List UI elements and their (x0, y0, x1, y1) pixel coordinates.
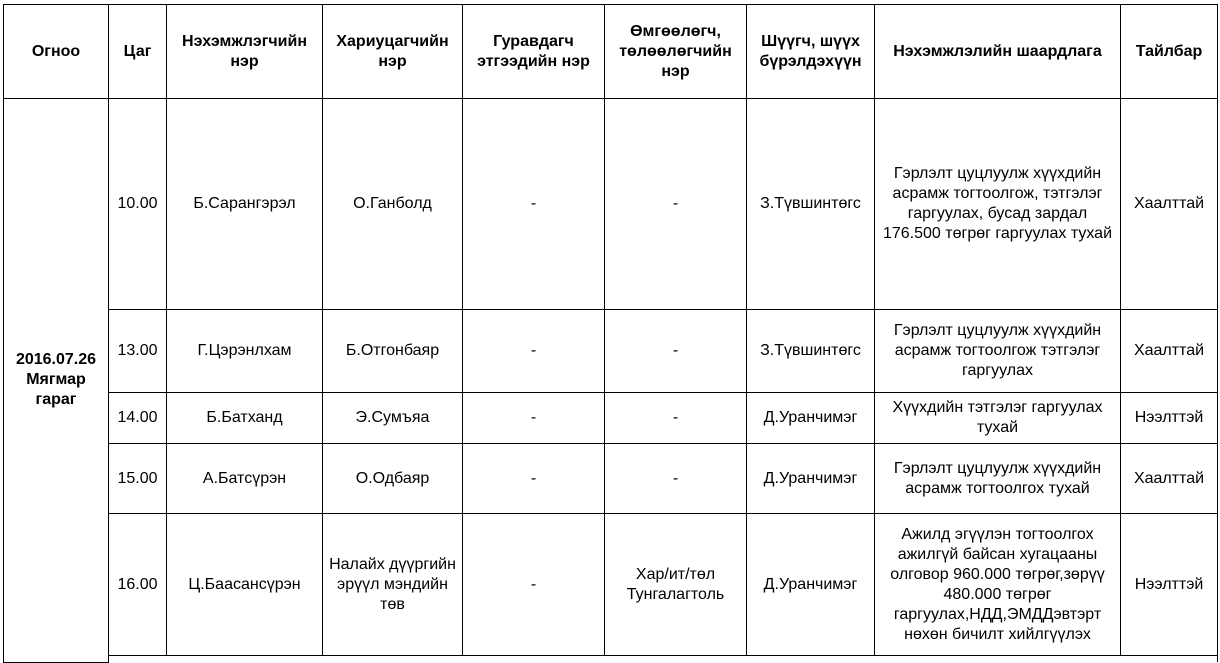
time-cell: 13.00 (109, 310, 167, 393)
claim-cell: Гэрлэлт цуцлуулж хүүхдийн асрамж тогтоолгож тэтгэлэг гаргуулах (875, 310, 1121, 393)
judge-cell: Д.Уранчимэг (747, 393, 875, 444)
plaintiff-cell: Ц.Баасансүрэн (167, 514, 323, 656)
third-party-cell: - (463, 444, 605, 514)
time-cell: 15.00 (109, 444, 167, 514)
table-row (4, 514, 1218, 656)
note-cell: Нээлттэй (1121, 393, 1218, 444)
table-row (4, 99, 1218, 310)
header-time: Цаг (109, 5, 167, 99)
note-cell: Нээлттэй (1121, 514, 1218, 656)
time-cell: 10.00 (109, 99, 167, 310)
lawyer-cell: - (605, 310, 747, 393)
judge-cell: З.Түвшинтөгс (747, 310, 875, 393)
table-row (4, 310, 1218, 393)
claim-cell: Гэрлэлт цуцлуулж хүүхдийн асрамж тогтоолгож, тэтгэлэг гаргуулах, бусад зардал 176.500 төгрөг гаргуулах тухай (875, 99, 1121, 310)
lawyer-cell: - (605, 444, 747, 514)
lawyer-cell: - (605, 99, 747, 310)
header-row (4, 5, 1218, 99)
third-party-cell: - (463, 393, 605, 444)
defendant-cell: О.Одбаяр (323, 444, 463, 514)
table-row (4, 444, 1218, 514)
header-defendant: Хариуцагчийн нэр (323, 5, 463, 99)
third-party-cell: - (463, 514, 605, 656)
note-cell: Хаалттай (1121, 444, 1218, 514)
judge-cell: З.Түвшинтөгс (747, 99, 875, 310)
date-cell: 2016.07.26 Мягмар гараг (4, 99, 109, 663)
table-row (4, 393, 1218, 444)
header-claim: Нэхэмжлэлийн шаардлага (875, 5, 1121, 99)
lawyer-cell: Хар/ит/төл Тунгалагтоль (605, 514, 747, 656)
lawyer-cell: - (605, 393, 747, 444)
table-row-empty (4, 656, 1218, 663)
header-judge: Шүүгч, шүүх бүрэлдэхүүн (747, 5, 875, 99)
plaintiff-cell: А.Батсүрэн (167, 444, 323, 514)
plaintiff-cell: Б.Батханд (167, 393, 323, 444)
claim-cell: Хүүхдийн тэтгэлэг гаргуулах тухай (875, 393, 1121, 444)
defendant-cell: Налайх дүүргийн эрүүл мэндийн төв (323, 514, 463, 656)
header-note: Тайлбар (1121, 5, 1218, 99)
defendant-cell: Э.Сумъяа (323, 393, 463, 444)
court-schedule-table (3, 4, 1218, 663)
time-cell: 14.00 (109, 393, 167, 444)
defendant-cell: Б.Отгонбаяр (323, 310, 463, 393)
empty-cell (109, 656, 1218, 663)
header-lawyer: Өмгөөлөгч, төлөөлөгчийн нэр (605, 5, 747, 99)
note-cell: Хаалттай (1121, 310, 1218, 393)
defendant-cell: О.Ганболд (323, 99, 463, 310)
third-party-cell: - (463, 99, 605, 310)
header-plaintiff: Нэхэмжлэгчийн нэр (167, 5, 323, 99)
plaintiff-cell: Б.Сарангэрэл (167, 99, 323, 310)
claim-cell: Ажилд эгүүлэн тогтоолгох ажилгүй байсан хугацааны олговор 960.000 төгрөг,зөрүү 480.000 төгрөг гаргуулах,НДД,ЭМДДэвтэрт нөхөн бичилт хийлгүүлэх (875, 514, 1121, 656)
judge-cell: Д.Уранчимэг (747, 444, 875, 514)
note-cell: Хаалттай (1121, 99, 1218, 310)
time-cell: 16.00 (109, 514, 167, 656)
claim-cell: Гэрлэлт цуцлуулж хүүхдийн асрамж тогтоолгох тухай (875, 444, 1121, 514)
judge-cell: Д.Уранчимэг (747, 514, 875, 656)
third-party-cell: - (463, 310, 605, 393)
header-date: Огноо (4, 5, 109, 99)
plaintiff-cell: Г.Цэрэнлхам (167, 310, 323, 393)
header-third-party: Гуравдагч этгээдийн нэр (463, 5, 605, 99)
